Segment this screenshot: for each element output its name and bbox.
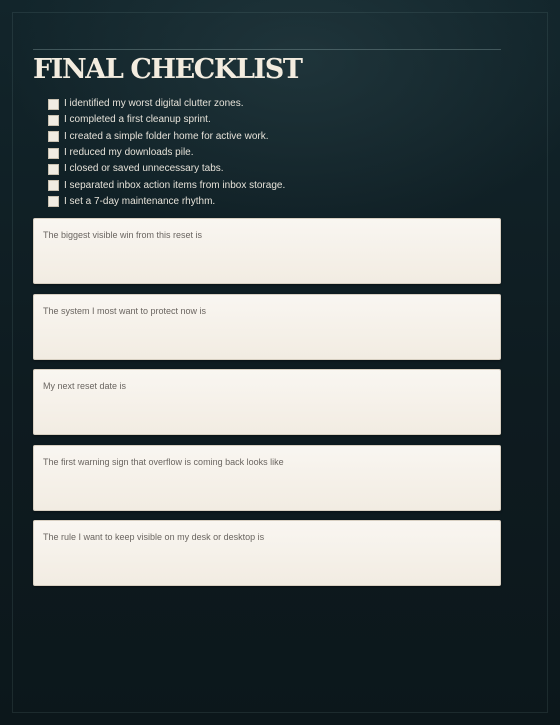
- checklist-item-label: I separated inbox action items from inbox storage.: [64, 179, 286, 191]
- checklist-item-label: I closed or saved unnecessary tabs.: [64, 163, 224, 175]
- checklist-item[interactable]: [48, 161, 285, 177]
- prompt-box-biggest-win[interactable]: [33, 218, 501, 284]
- checklist-item[interactable]: [48, 145, 285, 161]
- prompt-box-next-reset-date[interactable]: [33, 369, 501, 435]
- checkbox[interactable]: [48, 99, 59, 110]
- checkbox[interactable]: [48, 115, 59, 126]
- prompt-box-system-to-protect[interactable]: [33, 294, 501, 360]
- checkbox[interactable]: [48, 180, 59, 191]
- checkbox[interactable]: [48, 148, 59, 159]
- checklist-item-label: I created a simple folder home for active work.: [64, 130, 269, 142]
- prompt-text: The system I most want to protect now is: [43, 305, 207, 316]
- checkbox[interactable]: [48, 131, 59, 142]
- prompt-text: The rule I want to keep visible on my desk or desktop is: [43, 532, 265, 542]
- prompt-text: The first warning sign that overflow is coming back looks like: [43, 456, 284, 467]
- checklist-item-label: I identified my worst digital clutter zones.: [64, 98, 244, 110]
- checklist-item[interactable]: [48, 112, 285, 128]
- prompt-text: My next reset date is: [43, 381, 127, 391]
- reflection-prompts: [33, 218, 501, 596]
- checkbox[interactable]: [48, 164, 59, 175]
- checklist-item[interactable]: [48, 194, 285, 210]
- checklist: [48, 96, 285, 210]
- prompt-box-visible-rule[interactable]: [33, 520, 501, 586]
- checklist-item-label: I reduced my downloads pile.: [64, 147, 194, 159]
- checklist-item[interactable]: [48, 177, 285, 193]
- checklist-item[interactable]: [48, 96, 285, 112]
- top-divider: [33, 49, 501, 50]
- checkbox[interactable]: [48, 196, 59, 207]
- checklist-item[interactable]: [48, 129, 285, 145]
- checklist-item-label: I completed a first cleanup sprint.: [64, 114, 211, 126]
- prompt-text: The biggest visible win from this reset is: [43, 230, 203, 240]
- checklist-item-label: I set a 7-day maintenance rhythm.: [64, 195, 216, 207]
- page-title: FINAL CHECKLIST: [33, 54, 302, 85]
- prompt-box-warning-sign[interactable]: [33, 445, 501, 511]
